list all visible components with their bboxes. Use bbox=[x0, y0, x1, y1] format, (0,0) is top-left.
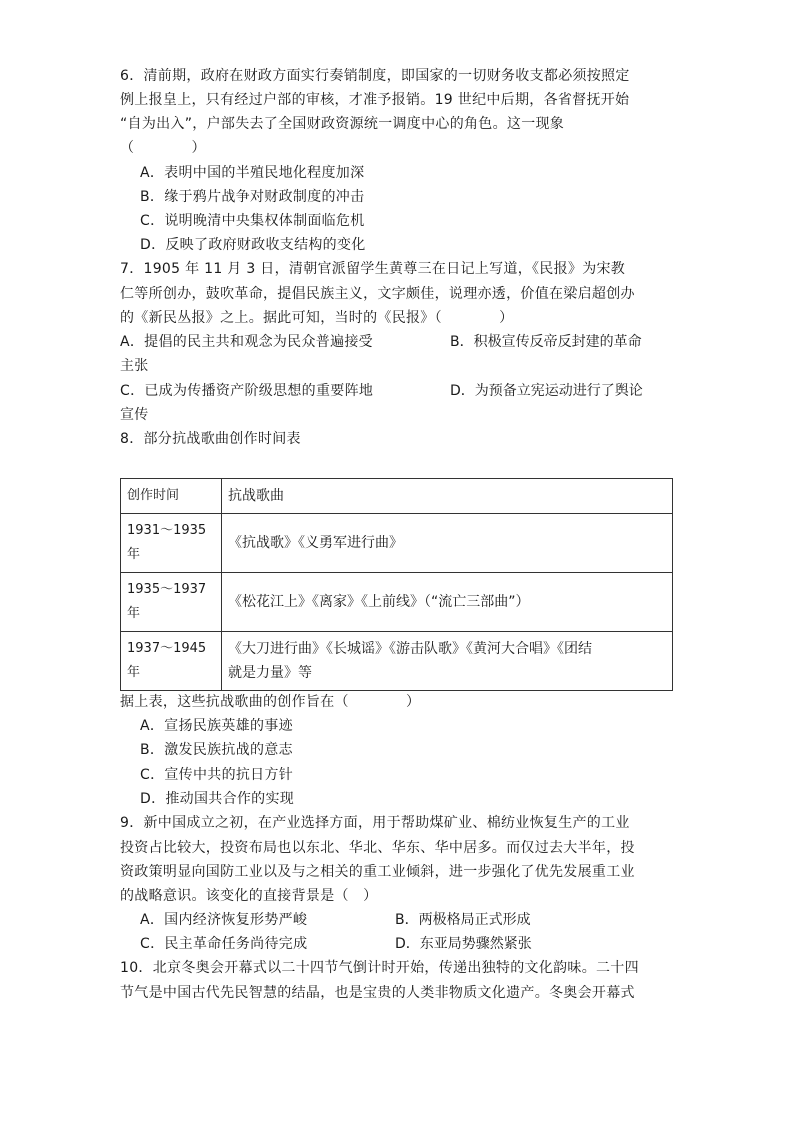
period-cell bbox=[121, 573, 222, 632]
table-header-row bbox=[121, 479, 673, 514]
table-row bbox=[121, 632, 673, 691]
q7-option-d: D．为预备立宪运动进行了舆论 bbox=[450, 383, 643, 399]
q10-line-1: 10．北京冬奥会开幕式以二十四节气倒计时开始，传递出独特的文化韵味。二十四 bbox=[120, 960, 639, 976]
q6-line-2: 例上报皇上，只有经过户部的审核，才准予报销。19 世纪中后期，各省督抚开始 bbox=[120, 92, 630, 108]
q7-option-c: C．已成为传播资产阶级思想的重要阵地 bbox=[120, 383, 374, 399]
period-cell bbox=[121, 514, 222, 573]
q8-option-c: C．宣传中共的抗日方针 bbox=[140, 767, 294, 783]
period-unit: 年 bbox=[127, 606, 141, 621]
q7-option-a: A．提倡的民主共和观念为民众普遍接受 bbox=[120, 334, 373, 350]
q6-line-1: 6．清前期，政府在财政方面实行奏销制度，即国家的一切财务收支都必须按照定 bbox=[120, 68, 630, 84]
q6-option-a: A．表明中国的半殖民地化程度加深 bbox=[140, 165, 365, 181]
songs-cell bbox=[222, 573, 673, 632]
q6-option-c: C．说明晚清中央集权体制面临危机 bbox=[140, 213, 365, 229]
q9-line-1: 9．新中国成立之初，在产业选择方面，用于帮助煤矿业、棉纺业恢复生产的工业 bbox=[120, 815, 630, 831]
q9-option-a: A．国内经济恢复形势严峻 bbox=[140, 912, 308, 928]
q8-title: 8．部分抗战歌曲创作时间表 bbox=[120, 431, 301, 447]
header-songs: 抗战歌曲 bbox=[222, 479, 673, 514]
q9-line-3: 资政策明显向国防工业以及与之相关的重工业倾斜，进一步强化了优先发展重工业 bbox=[120, 864, 635, 880]
q9-option-b: B．两极格局正式形成 bbox=[395, 912, 531, 928]
q7-line-1: 7．1905 年 11 月 3 日，清朝官派留学生黄尊三在日记上写道，《民报》为宋教 bbox=[120, 261, 626, 277]
song-timeline-table bbox=[120, 478, 673, 691]
q10-line-2: 节气是中国古代先民智慧的结晶，也是宝贵的人类非物质文化遗产。冬奥会开幕式 bbox=[120, 985, 635, 1001]
songs-text: 《松花江上》《离家》《上前线》（“流亡三部曲”） bbox=[228, 594, 530, 610]
songs-cell bbox=[222, 514, 673, 573]
q6-line-3: “自为出入”，户部失去了全国财政资源统一调度中心的角色。这一现象 bbox=[120, 116, 565, 132]
songs-text: 《抗战歌》《义勇军进行曲》 bbox=[228, 535, 403, 551]
period-unit: 年 bbox=[127, 665, 141, 680]
q6-answer-blank: （ ） bbox=[120, 140, 206, 156]
period-range: 1931～1935 bbox=[127, 523, 207, 538]
q9-option-d: D．东亚局势骤然紧张 bbox=[395, 936, 532, 952]
table-row bbox=[121, 514, 673, 573]
q7-line-2: 仁等所创办，鼓吹革命，提倡民族主义，文字颇佳，说理亦透，价值在梁启超创办 bbox=[120, 286, 635, 302]
q7-line-3: 的《新民丛报》之上。据此可知，当时的《民报》（ ） bbox=[120, 310, 514, 326]
q7-option-d-cont: 宣传 bbox=[120, 407, 149, 423]
q8-option-b: B．激发民族抗战的意志 bbox=[140, 742, 293, 758]
period-range: 1937～1945 bbox=[127, 641, 207, 656]
songs-text: 《大刀进行曲》《长城谣》《游击队歌》《黄河大合唱》《团结 bbox=[228, 641, 592, 657]
q9-option-c: C．民主革命任务尚待完成 bbox=[140, 936, 308, 952]
q9-line-2: 投资占比较大，投资布局也以东北、华北、华东、华中居多。而仅过去大半年，投 bbox=[120, 840, 635, 856]
period-cell bbox=[121, 632, 222, 691]
q6-option-b: B．缘于鸦片战争对财政制度的冲击 bbox=[140, 189, 365, 205]
q6-option-d: D．反映了政府财政收支结构的变化 bbox=[140, 237, 366, 253]
header-period: 创作时间 bbox=[121, 479, 222, 514]
q8-option-d: D．推动国共合作的实现 bbox=[140, 791, 295, 807]
q7-option-b: B．积极宣传反帝反封建的革命 bbox=[450, 334, 642, 350]
songs-cell bbox=[222, 632, 673, 691]
table-row bbox=[121, 573, 673, 632]
q7-option-b-cont: 主张 bbox=[120, 358, 149, 374]
q9-line-4: 的战略意识。该变化的直接背景是（ ） bbox=[120, 888, 378, 904]
period-unit: 年 bbox=[127, 547, 141, 562]
q8-option-a: A．宣扬民族英雄的事迹 bbox=[140, 718, 293, 734]
period-range: 1935～1937 bbox=[127, 582, 207, 597]
songs-text-cont: 就是力量》等 bbox=[228, 665, 312, 681]
q8-question: 据上表，这些抗战歌曲的创作旨在（ ） bbox=[120, 694, 421, 710]
